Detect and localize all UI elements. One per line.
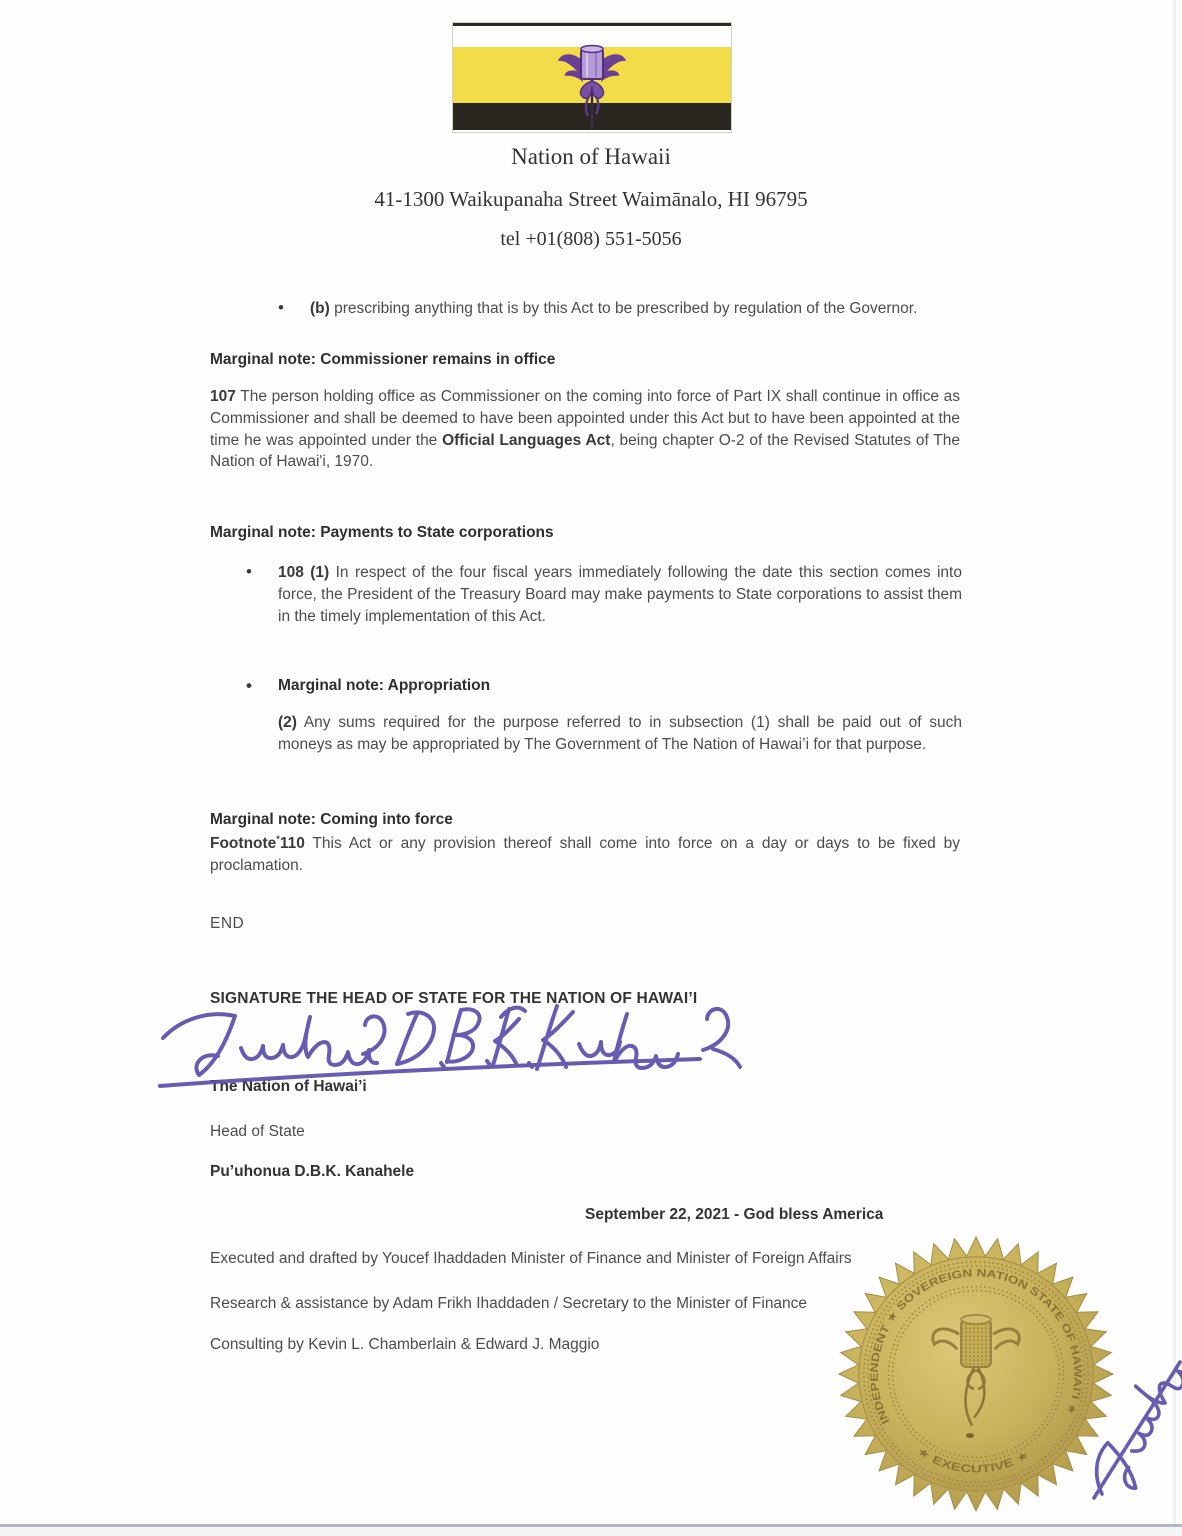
footnote-asterisk: *	[276, 833, 280, 844]
signature-org-line: The Nation of Hawai’i	[210, 1078, 367, 1095]
consulting-by-line: Consulting by Kevin L. Chamberlain & Edward J. Maggio	[210, 1336, 600, 1353]
letterhead-phone: tel +01(808) 551-5056	[500, 228, 682, 250]
subsection-2-number: (2)	[278, 714, 297, 731]
side-signature-overlay	[1076, 1240, 1182, 1536]
letterhead-title: Nation of Hawaii	[511, 144, 671, 169]
scan-bottom-edge	[0, 1524, 1182, 1536]
seal-arc-bottom-text: ★ EXECUTIVE ★	[914, 1445, 1029, 1476]
gold-embossed-seal	[837, 1235, 1115, 1513]
marginal-note-appropriation: • Marginal note: Appropriation	[278, 677, 490, 695]
section-107-text1: The person holding office as Commissioner on the coming into force of Part IX shall continue in office as Commissioner and shall be deemed to have been appointed under this Act but to have been appointed at the time he was appointed under the	[210, 388, 960, 449]
executed-by-line: Executed and drafted by Youcef Ihaddaden Minister of Finance and Minister of Foreign Affairs	[210, 1250, 852, 1267]
clause-b-text: prescribing anything that is by this Act to be prescribed by regulation of the Governor.	[329, 300, 918, 317]
head-of-state-name: Pu’uhonua D.B.K. Kanahele	[210, 1163, 415, 1180]
section-107-number: 107	[210, 388, 236, 405]
marginal-note-commissioner: Marginal note: Commissioner remains in office	[210, 351, 556, 368]
head-of-state-title: Head of State	[210, 1123, 305, 1140]
marginal-note-payments: Marginal note: Payments to State corporations	[210, 524, 554, 541]
letterhead-address: 41-1300 Waikupanaha Street Waimānalo, HI 96795	[374, 187, 808, 211]
research-by-line: Research & assistance by Adam Frikh Ihaddaden / Secretary to the Minister of Finance	[210, 1295, 808, 1312]
signature-caption: SIGNATURE THE HEAD OF STATE FOR THE NATION OF HAWAI’I	[210, 990, 698, 1007]
clause-b-paragraph	[310, 298, 960, 320]
official-languages-act-ref: Official Languages Act	[442, 431, 611, 449]
head-of-state-signature	[155, 996, 765, 1096]
section-110-paragraph	[210, 833, 960, 877]
section-108-number: 108 (1)	[278, 564, 330, 581]
clause-b-lead: (b)	[310, 300, 330, 317]
section-107-text2: , being chapter O-2 of the Revised Statutes of The Nation of Hawai'i, 1970.	[210, 431, 960, 471]
footnote-label: Footnote	[210, 835, 277, 852]
end-label: END	[210, 915, 245, 932]
marginal-note-coming-into-force: Marginal note: Coming into force	[210, 811, 453, 828]
seal-arc-top-text: INDEPENDENT ★ SOVEREIGN NATION STATE OF HAWAI’I ★	[868, 1267, 1084, 1426]
flag-yellow-stripe	[453, 47, 731, 103]
section-107-paragraph	[210, 386, 960, 473]
section-110-number: 110	[279, 835, 305, 852]
kahili-emblem-icon	[552, 41, 632, 131]
date-line: September 22, 2021 - God bless America	[585, 1206, 884, 1223]
subsection-2-text: Any sums required for the purpose referred to in subsection (1) shall be paid out of such moneys as may be appropriated by The Government of The Nation of Hawai’i for that purpose.	[278, 714, 962, 753]
section-110-text: This Act or any provision thereof shall come into force on a day or days to be fixed by proclamation.	[210, 835, 960, 874]
section-108-text: In respect of the four fiscal years immediately following the date this section comes into force, the President of the Treasury Board may make payments to State corporations to assist them in the timely implementation of this Act.	[278, 564, 962, 625]
nation-of-hawaii-flag	[452, 22, 732, 133]
subsection-2-paragraph	[278, 712, 962, 756]
section-108-paragraph	[278, 562, 962, 627]
